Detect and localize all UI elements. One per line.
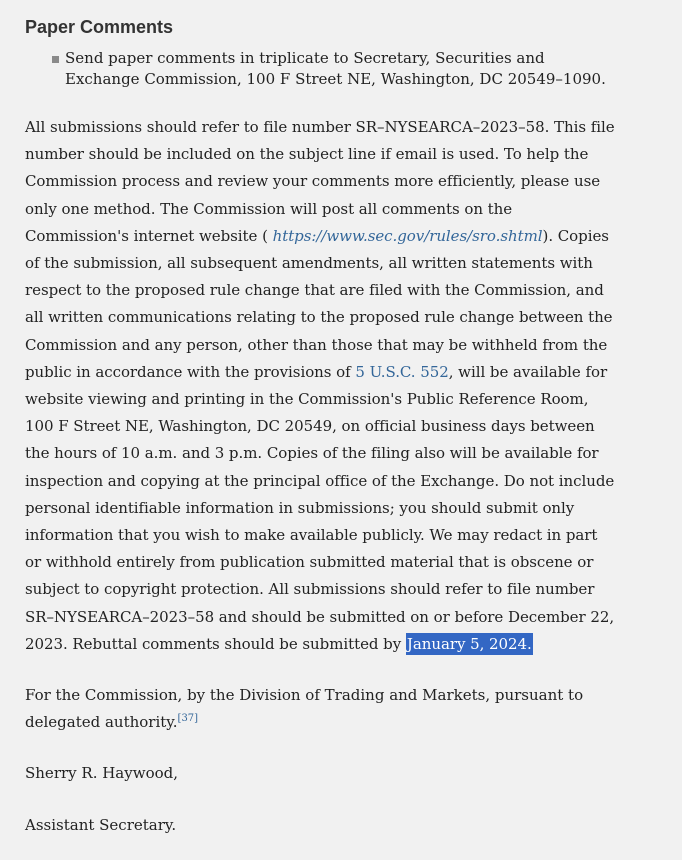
usc-link[interactable]: 5 U.S.C. 552: [355, 362, 449, 381]
closing-paragraph: [25, 682, 615, 736]
bullet-text: Send paper comments in triplicate to Secretary, Securities and Exchange Commission, 100 F Street NE, Washington, DC 20549–1090.: [65, 49, 606, 88]
body-text-part-3: , will be available for website viewing and printing in the Commission's Public Reference Room, 100 F Street NE, Washington, DC 20549, on official business days between the hours of 10 a.m. and 3 p.m. Copies of the filing also will be available for inspection and copying at the principal office of the Exchange. Do not include personal identifiable information in submissions; you should submit only information that you wish to make available publicly. We may redact in part or withhold entirely from publication submitted material that is obscene or subject to copyright protection. All submissions should refer to file number SR–NYSEARCA–2023–58 and should be submitted on or before December 22, 2023. Rebuttal comments should be submitted by: [25, 362, 615, 653]
document-page: [25, 0, 615, 839]
square-bullet-icon: [52, 56, 59, 63]
signer-title: Assistant Secretary.: [25, 815, 177, 834]
section-heading: Paper Comments: [25, 17, 174, 37]
footnote-link[interactable]: [37]: [177, 713, 199, 725]
signer-name: Sherry R. Haywood,: [25, 764, 178, 783]
body-text-part-2: ). Copies of the submission, all subsequent amendments, all written statements with respect to the proposed rule change that are filed with the Commission, and all written communications relating to the proposed rule change between the Commission and any person, other than those that may be withheld from the public in accordance with the provisions of: [25, 226, 613, 381]
footnote-ref: [178, 713, 199, 724]
body-paragraph: [25, 114, 615, 658]
sec-rules-link[interactable]: https://www.sec.gov/rules/sro.shtml: [272, 226, 543, 245]
closing-text: For the Commission, by the Division of Trading and Markets, pursuant to delegated authority.: [25, 686, 584, 732]
selected-date-highlight: January 5, 2024.: [406, 634, 532, 653]
bullet-list: [25, 48, 615, 90]
body-text-part-1: All submissions should refer to file number SR–NYSEARCA–2023–58. This file number should be included on the subject line if email is used. To help the Commission process and review your comments more efficiently, please use only one method. The Commission will post all comments on the Commission's internet website (: [25, 118, 615, 245]
list-item: [25, 48, 615, 90]
